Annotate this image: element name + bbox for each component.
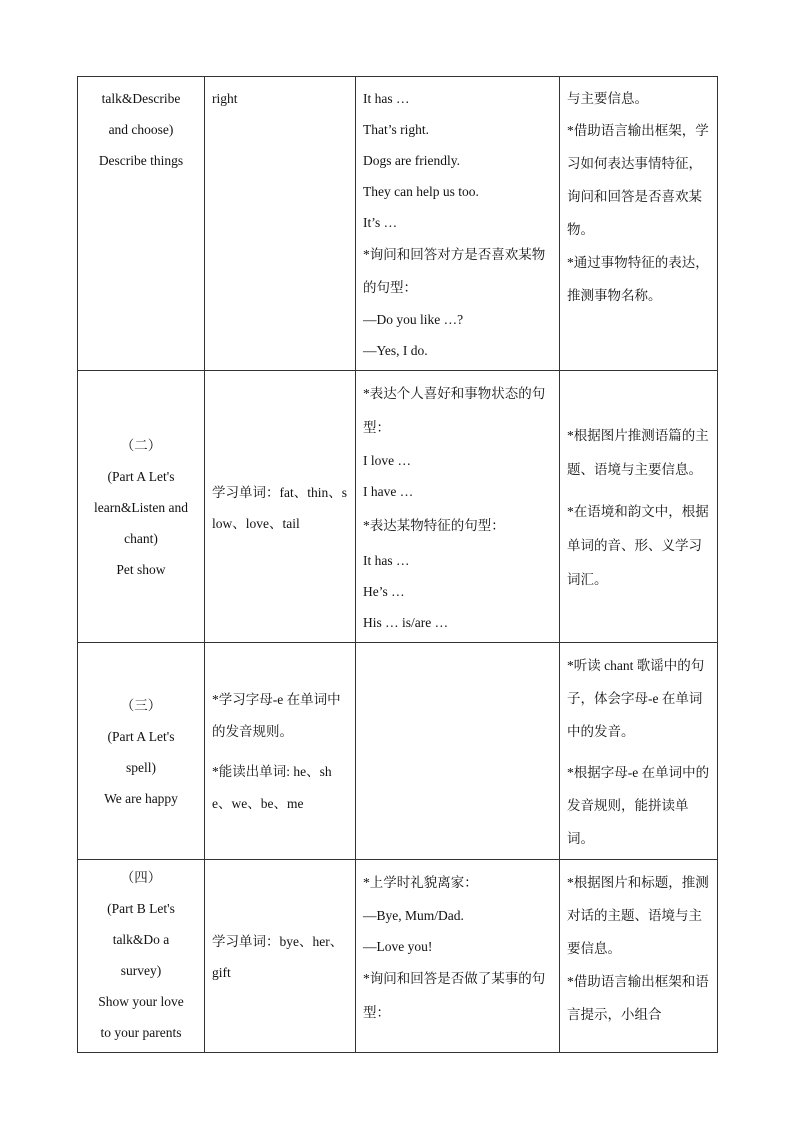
goals-cell xyxy=(560,643,718,860)
table-row xyxy=(78,371,718,643)
lesson-line: (Part A Let's xyxy=(107,469,175,484)
structure-line: It’s … xyxy=(363,215,398,230)
structure-line: —Do you like …? xyxy=(363,312,464,327)
structure-line: It has … xyxy=(363,553,410,568)
lesson-line: （二） xyxy=(120,438,162,453)
lesson-cell xyxy=(78,860,205,1053)
lesson-line: learn&Listen and xyxy=(93,500,189,515)
goal-text: *根据字母-e 在单词中的发音规则，能拼读单词。 xyxy=(567,765,710,846)
lesson-line: talk&Describe xyxy=(101,91,181,106)
content-cell xyxy=(205,371,356,643)
structure-line: I have … xyxy=(363,484,414,499)
lesson-line: (Part B Let's xyxy=(107,901,175,916)
lesson-line: Pet show xyxy=(116,562,166,577)
structure-line: That’s right. xyxy=(363,122,429,137)
structure-heading: *询问和回答是否做了某事的句型： xyxy=(363,971,546,1020)
lesson-line: （三） xyxy=(120,698,162,713)
structure-line: It has … xyxy=(363,91,410,106)
structure-line: —Love you! xyxy=(363,939,433,954)
goal-text: *在语境和韵文中，根据单词的音、形、义学习词汇。 xyxy=(567,503,709,587)
lesson-line: to your parents xyxy=(100,1025,182,1040)
structure-heading: *表达个人喜好和事物状态的句型： xyxy=(363,386,546,435)
structures-cell xyxy=(356,860,560,1053)
table-row xyxy=(78,643,718,860)
content-line: *学习字母-e 在单词中的发音规则。 xyxy=(212,692,341,739)
lesson-plan-table xyxy=(77,76,718,1053)
structure-line: Dogs are friendly. xyxy=(363,153,460,168)
structure-line: His … is/are … xyxy=(363,615,449,630)
structures-cell xyxy=(356,77,560,371)
goal-text: 与主要信息。 xyxy=(567,91,648,106)
lesson-cell xyxy=(78,77,205,371)
content-line: 学习单词：fat、thin、slow、love、tail xyxy=(212,484,347,531)
structure-heading: *上学时礼貌离家： xyxy=(363,875,478,890)
goal-text: *借助语言输出框架和语言提示，小组合 xyxy=(567,974,709,1022)
goals-cell xyxy=(560,371,718,643)
structure-heading: *表达某物特征的句型： xyxy=(363,518,505,533)
goal-text: *借助语言输出框架，学习如何表达事情特征，询问和回答是否喜欢某物。 xyxy=(567,123,709,237)
goal-text: *根据图片推测语篇的主题、语境与主要信息。 xyxy=(567,427,709,477)
content-line: right xyxy=(212,91,238,106)
lesson-line: and choose) xyxy=(108,122,174,137)
lesson-line: Show your love xyxy=(98,994,184,1009)
lesson-cell xyxy=(78,643,205,860)
goal-text: *听读 chant 歌谣中的句子，体会字母-e 在单词中的发音。 xyxy=(567,658,705,739)
goals-cell xyxy=(560,77,718,371)
structures-cell xyxy=(356,643,560,860)
goal-text: *通过事物特征的表达，推测事物名称。 xyxy=(567,255,709,303)
content-cell xyxy=(205,643,356,860)
structure-line: I love … xyxy=(363,453,411,468)
lesson-line: (Part A Let's xyxy=(107,729,175,744)
lesson-line: Describe things xyxy=(98,153,184,168)
lesson-line: survey) xyxy=(120,963,162,978)
table-row xyxy=(78,77,718,371)
lesson-line: chant) xyxy=(124,531,158,546)
lesson-line: talk&Do a xyxy=(112,932,170,947)
lesson-line: （四） xyxy=(120,870,162,885)
lesson-line: spell) xyxy=(126,760,156,775)
lesson-line: We are happy xyxy=(104,791,178,806)
structure-line: —Bye, Mum/Dad. xyxy=(363,908,464,923)
structure-heading: *询问和回答对方是否喜欢某物的句型： xyxy=(363,247,546,295)
table-row xyxy=(78,860,718,1053)
goal-text: *根据图片和标题，推测对话的主题、语境与主要信息。 xyxy=(567,875,709,956)
content-line: *能读出单词: he、she、we、be、me xyxy=(212,764,332,811)
goals-cell xyxy=(560,860,718,1053)
lesson-cell xyxy=(78,371,205,643)
structure-line: —Yes, I do. xyxy=(363,343,428,358)
structures-cell xyxy=(356,371,560,643)
structure-line: They can help us too. xyxy=(363,184,479,199)
content-line: 学习单词：bye、her、gift xyxy=(212,934,344,980)
content-cell xyxy=(205,77,356,371)
structure-line: He’s … xyxy=(363,584,405,599)
content-cell xyxy=(205,860,356,1053)
